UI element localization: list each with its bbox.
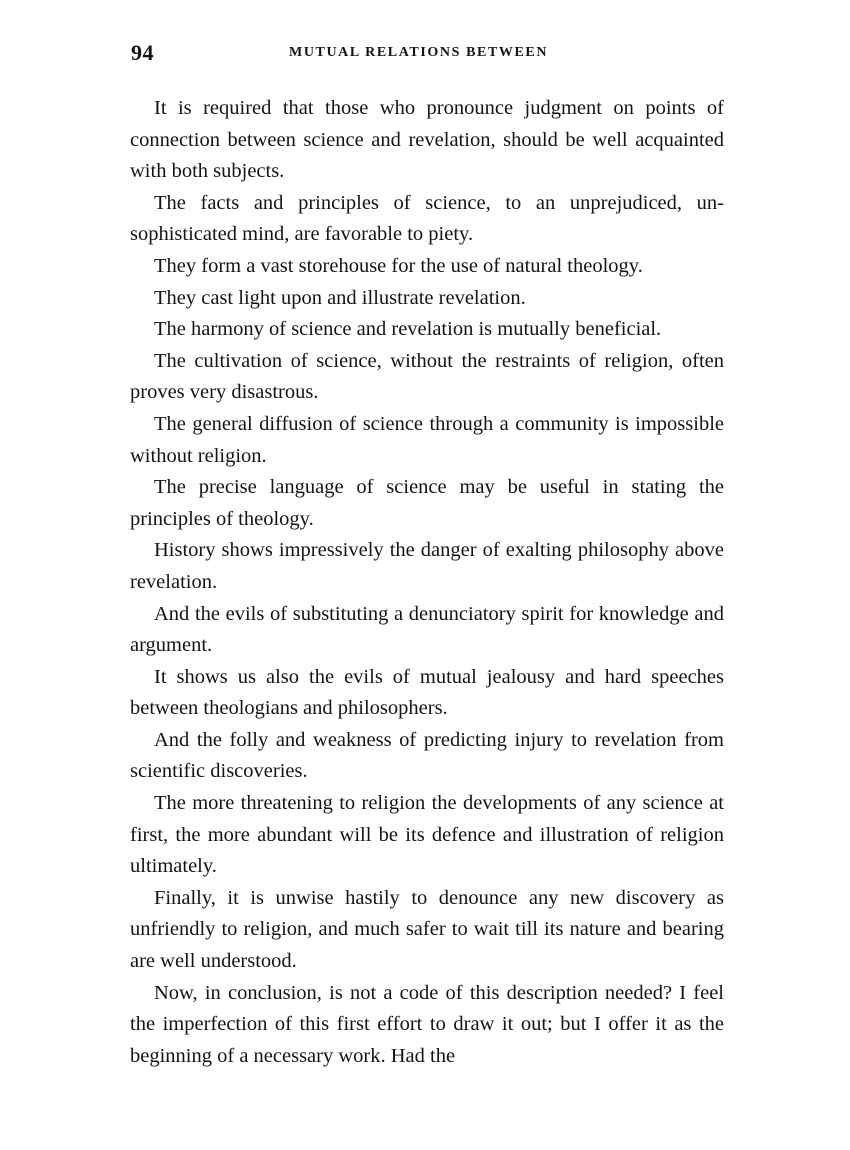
paragraph: The precise language of science may be useful in stating the principles of theology. <box>130 476 724 530</box>
paragraph: The harmony of science and revelation is mutually beneficial. <box>154 318 662 341</box>
paragraph: And the folly and weakness of predicting injury to revelation from scientific discoveries. <box>130 728 724 783</box>
paragraph: The facts and principles of science, to an unprejudiced, unsophisticated mind, are favorable to piety. <box>130 191 724 246</box>
paragraph: The cultivation of science, without the restraints of religion, often proves very disastrous. <box>130 349 724 404</box>
paragraph: The general diffusion of science through a community is impossible without religion. <box>130 412 724 467</box>
paragraph: It is required that those who pronounce judgment on points of connection between science and revelation, should be well acquainted with both subjects. <box>130 97 724 183</box>
paragraph: Now, in conclusion, is not a code of this description needed? I feel the imperfection of this first effort to draw it out; but I offer it as the beginning of a necessary work. Had the <box>130 981 724 1067</box>
paragraph: It shows us also the evils of mutual jealousy and hard speeches between theologians and philosophers. <box>130 665 724 720</box>
paragraph: And the evils of substituting a denunciatory spirit for knowledge and argument. <box>130 602 724 657</box>
body-text <box>130 93 724 1072</box>
page-number: 94 <box>131 40 154 65</box>
running-head-title: MUTUAL RELATIONS BETWEEN <box>289 45 549 60</box>
paragraph: Finally, it is unwise hastily to denounce any new discovery as unfriendly to religion, and much safer to wait till its nature and bearing are well understood. <box>130 886 724 973</box>
paragraph: History shows impressively the danger of exalting philosophy above revelation. <box>130 539 724 593</box>
running-head <box>131 40 727 70</box>
paragraph: The more threatening to religion the developments of any science at first, the more abundant will be its defence and illustration of religion ultimately. <box>130 792 724 878</box>
paragraph: They form a vast storehouse for the use of natural theology. <box>154 254 643 277</box>
paragraph: They cast light upon and illustrate revelation. <box>154 286 526 309</box>
